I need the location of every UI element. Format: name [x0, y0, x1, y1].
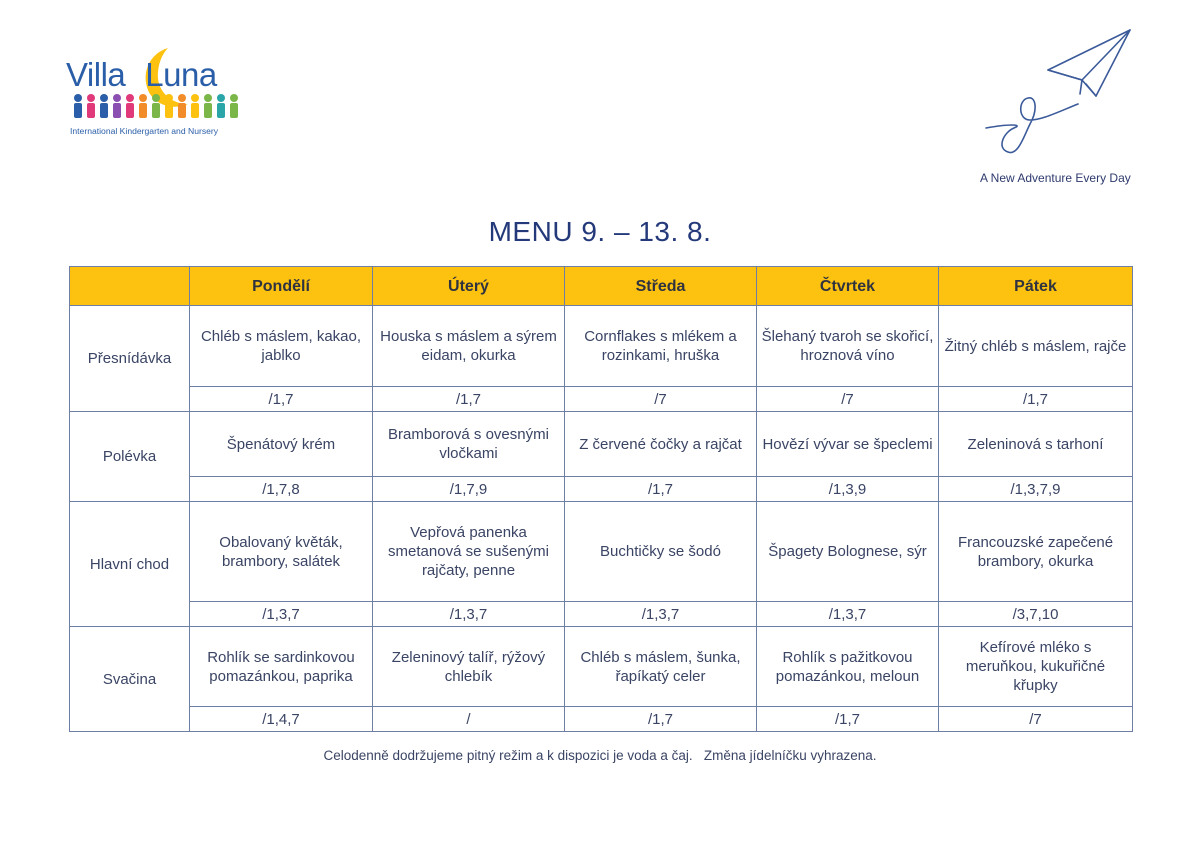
meal-row-label: Hlavní chod: [70, 502, 190, 627]
meal-row: [70, 306, 1133, 387]
meal-cell: Rohlík s pažitkovou pomazánkou, meloun: [757, 627, 939, 707]
header-empty-cell: [70, 267, 190, 306]
column-header-day: Středa: [565, 267, 757, 306]
allergen-cell: /1,3,7: [373, 602, 565, 627]
meal-row-label: Svačina: [70, 627, 190, 732]
allergen-cell: /1,7: [373, 387, 565, 412]
meal-cell: Žitný chléb s máslem, rajče: [939, 306, 1133, 387]
meal-row-label: Přesnídávka: [70, 306, 190, 412]
meal-row: [70, 627, 1133, 707]
children-figures-icon: [72, 92, 240, 120]
allergen-cell: /7: [565, 387, 757, 412]
meal-cell: Houska s máslem a sýrem eidam, okurka: [373, 306, 565, 387]
page-title: MENU 9. – 13. 8.: [488, 216, 712, 247]
allergen-cell: /1,3,7,9: [939, 477, 1133, 502]
allergen-cell: /7: [757, 387, 939, 412]
meal-cell: Obalovaný květák, brambory, salátek: [190, 502, 373, 602]
meal-cell: Francouzské zapečené brambory, okurka: [939, 502, 1133, 602]
allergen-cell: /1,7: [757, 707, 939, 732]
meal-cell: Zeleninová s tarhoní: [939, 412, 1133, 477]
allergen-cell: /1,3,7: [565, 602, 757, 627]
column-header-day: Čtvrtek: [757, 267, 939, 306]
slogan: A New Adventure Every Day: [980, 171, 1131, 185]
meal-cell: Rohlík se sardinkovou pomazánkou, paprika: [190, 627, 373, 707]
meal-cell: Chléb s máslem, šunka, řapíkatý celer: [565, 627, 757, 707]
column-header-day: Pondělí: [190, 267, 373, 306]
meal-row: [70, 502, 1133, 602]
paper-plane-icon: [978, 24, 1138, 164]
allergen-cell: /1,3,7: [190, 602, 373, 627]
meal-cell: Šlehaný tvaroh se skořicí, hroznová víno: [757, 306, 939, 387]
villa-luna-logo: [66, 44, 246, 144]
column-header-day: Pátek: [939, 267, 1133, 306]
meal-cell: Cornflakes s mlékem a rozinkami, hruška: [565, 306, 757, 387]
logo-name-part2: Luna: [145, 56, 217, 93]
column-header-day: Úterý: [373, 267, 565, 306]
allergen-cell: /1,3,9: [757, 477, 939, 502]
logo-wordmark: [66, 56, 217, 94]
meal-row: [70, 412, 1133, 477]
logo-name-part1: Villa: [66, 56, 126, 93]
meal-cell: Z červené čočky a rajčat: [565, 412, 757, 477]
allergen-cell: /1,7,8: [190, 477, 373, 502]
allergen-cell: /1,7: [939, 387, 1133, 412]
table-header-row: [70, 267, 1133, 306]
allergen-cell: /1,4,7: [190, 707, 373, 732]
allergen-cell: /1,3,7: [757, 602, 939, 627]
footer-note: Celodenně dodržujeme pitný režim a k dispozici je voda a čaj. Změna jídelníčku vyhrazena.: [323, 748, 877, 763]
meal-cell: Špagety Bolognese, sýr: [757, 502, 939, 602]
allergen-cell: /7: [939, 707, 1133, 732]
allergen-row: [70, 602, 1133, 627]
meal-cell: Kefírové mléko s meruňkou, kukuřičné křupky: [939, 627, 1133, 707]
allergen-cell: /: [373, 707, 565, 732]
allergen-cell: /3,7,10: [939, 602, 1133, 627]
meal-cell: Zeleninový talíř, rýžový chlebík: [373, 627, 565, 707]
logo-tagline: International Kindergarten and Nursery: [70, 126, 219, 136]
meal-cell: Chléb s máslem, kakao, jablko: [190, 306, 373, 387]
meal-cell: Hovězí vývar se špeclemi: [757, 412, 939, 477]
allergen-row: [70, 387, 1133, 412]
meal-cell: Špenátový krém: [190, 412, 373, 477]
allergen-cell: /1,7: [565, 707, 757, 732]
meal-row-label: Polévka: [70, 412, 190, 502]
meal-cell: Buchtičky se šodó: [565, 502, 757, 602]
menu-table: [69, 266, 1133, 732]
allergen-cell: /1,7: [190, 387, 373, 412]
allergen-cell: /1,7,9: [373, 477, 565, 502]
allergen-row: [70, 707, 1133, 732]
meal-cell: Vepřová panenka smetanová se sušenými rajčaty, penne: [373, 502, 565, 602]
allergen-row: [70, 477, 1133, 502]
allergen-cell: /1,7: [565, 477, 757, 502]
meal-cell: Bramborová s ovesnými vločkami: [373, 412, 565, 477]
